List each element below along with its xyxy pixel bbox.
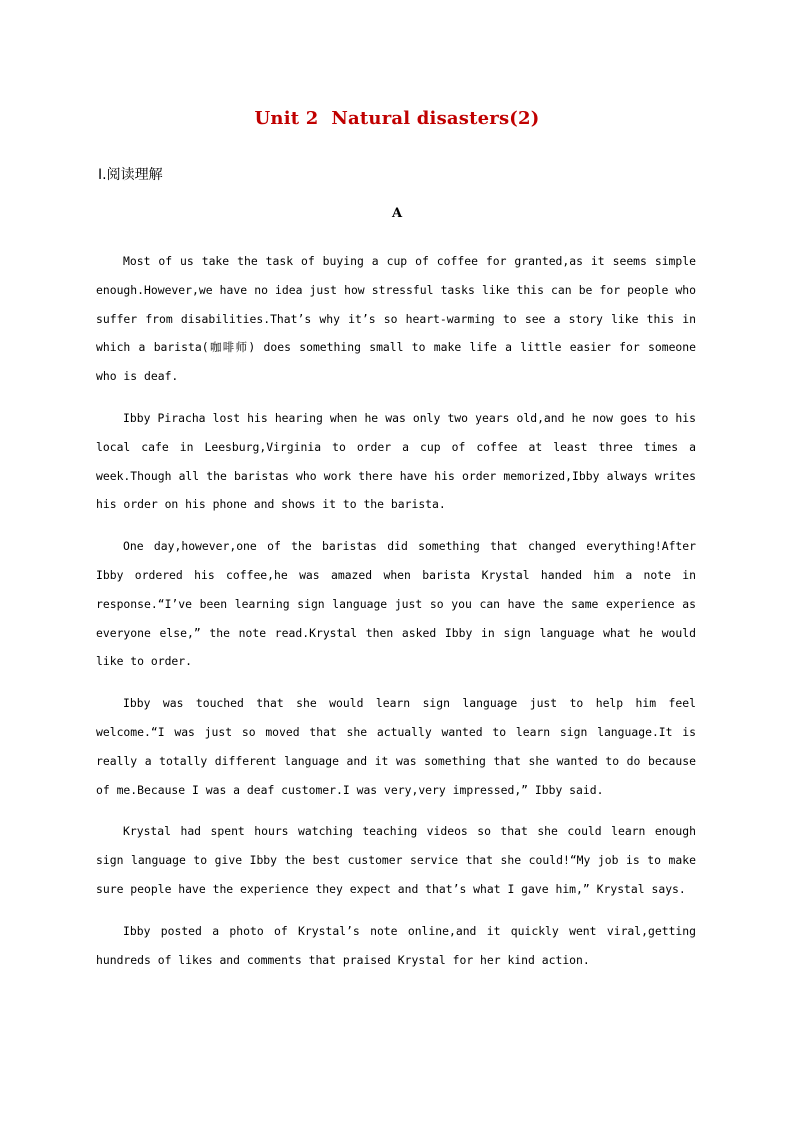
paragraph-6: Ibby posted a photo of Krystal’s note online,and it quickly went viral,getting hundreds of likes and comments that praised Krystal for her kind action.: [96, 923, 696, 967]
paragraph-5: Krystal had spent hours watching teaching videos so that she could learn enough sign language to give Ibby the best customer service that she could!“My job is to make sure people have the experience they expect and that’s what I gave him,” Krystal says.: [96, 824, 696, 896]
document-title: Unit 2 Natural disasters(2): [254, 108, 540, 129]
paragraph-3: One day,however,one of the baristas did something that changed everything!After Ibby ordered his coffee,he was amazed when barista Krystal handed him a note in response.“I’ve been learning sign language just so you can have the same experience as everyone else,” the note read.Krystal then asked Ibby in sign language what he would like to order.: [96, 539, 696, 669]
paragraph-2: Ibby Piracha lost his hearing when he was only two years old,and he now goes to his local cafe in Leesburg,Virginia to order a cup of coffee at least three times a week.Though all the baristas who work there have his order memorized,Ibby always writes his order on his phone and shows it to the barista.: [96, 410, 696, 512]
section-heading-reading-comprehension: Ⅰ.阅读理解: [98, 167, 163, 183]
passage-letter: A: [391, 206, 403, 221]
paragraph-4: Ibby was touched that she would learn sign language just to help him feel welcome.“I was just so moved that she actually wanted to learn sign language.It is really a totally different language and it was something that she wanted to do because of me.Because I was a deaf customer.I was very,very impressed,” Ibby said.: [96, 696, 696, 797]
passage-body: [96, 247, 696, 987]
paragraph-1: Most of us take the task of buying a cup of coffee for granted,as it seems simple enough.However,we have no idea just how stressful tasks like this can be for people who suffer from disabilities.That’s why it’s so heart-warming to see a story like this in which a barista(咖啡师) does something small to make life a little easier for someone who is deaf.: [96, 254, 696, 384]
